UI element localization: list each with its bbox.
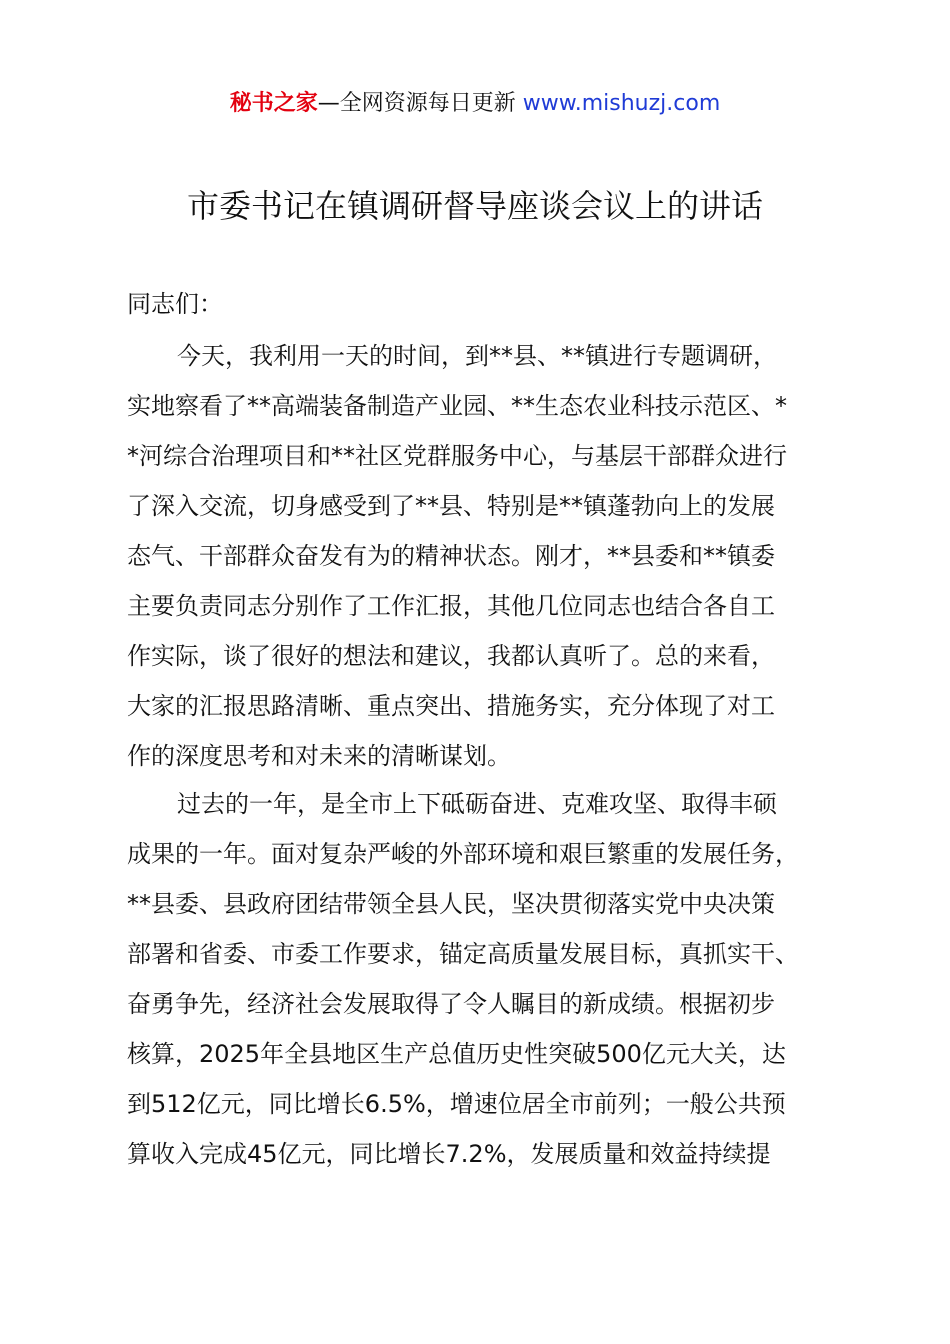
text-line: 作的深度思考和对未来的清晰谋划。 — [127, 742, 511, 770]
paragraph-2 — [127, 779, 847, 1179]
text-line: 大家的汇报思路清晰、重点突出、措施务实，充分体现了对工 — [127, 692, 775, 720]
text-line: 成果的一年。面对复杂严峻的外部环境和艰巨繁重的发展任务， — [127, 840, 799, 868]
text-line: 核算，2025年全县地区生产总值历史性突破500亿元大关，达 — [127, 1040, 786, 1068]
text-line: *河综合治理项目和**社区党群服务中心，与基层干部群众进行 — [127, 442, 787, 470]
text-line: **县委、县政府团结带领全县人民，坚决贯彻落实党中央决策 — [127, 890, 775, 918]
text-line: 作实际，谈了很好的想法和建议，我都认真听了。总的来看， — [127, 642, 775, 670]
text-line: 过去的一年，是全市上下砥砺奋进、克难攻坚、取得丰硕 — [177, 790, 777, 818]
site-header — [0, 88, 950, 120]
text-line: 算收入完成45亿元，同比增长7.2%，发展质量和效益持续提 — [127, 1140, 771, 1168]
text-line: 奋勇争先，经济社会发展取得了令人瞩目的新成绩。根据初步 — [127, 990, 775, 1018]
site-tagline: —全网资源每日更新 — [317, 91, 523, 116]
site-url-link[interactable]: www.mishuzj.com — [522, 91, 721, 116]
text-line: 今天，我利用一天的时间，到**县、**镇进行专题调研， — [177, 342, 777, 370]
text-line: 态气、干部群众奋发有为的精神状态。刚才，**县委和**镇委 — [127, 542, 775, 570]
text-line: 到512亿元，同比增长6.5%，增速位居全市前列；一般公共预 — [127, 1090, 786, 1118]
text-line: 实地察看了**高端装备制造产业园、**生态农业科技示范区、* — [127, 392, 787, 420]
document-title: 市委书记在镇调研督导座谈会议上的讲话 — [186, 187, 763, 225]
paragraph-1 — [127, 331, 847, 781]
text-line: 部署和省委、市委工作要求，锚定高质量发展目标，真抓实干、 — [127, 940, 799, 968]
text-line: 了深入交流，切身感受到了**县、特别是**镇蓬勃向上的发展 — [127, 492, 775, 520]
greeting: 同志们： — [127, 290, 223, 318]
site-brand: 秘书之家 — [229, 91, 318, 116]
text-line: 主要负责同志分别作了工作汇报，其他几位同志也结合各自工 — [127, 592, 775, 620]
